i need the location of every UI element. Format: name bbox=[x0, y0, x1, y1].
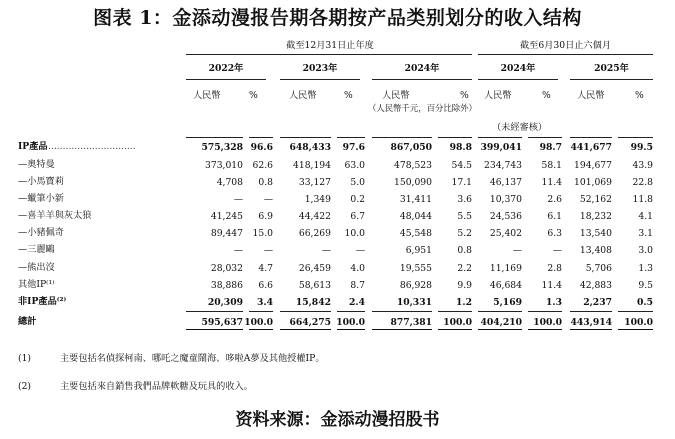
table-cell: 63.0 bbox=[344, 160, 365, 171]
table-cell: 100.0 bbox=[244, 317, 273, 328]
table-cell: 11.8 bbox=[632, 194, 653, 205]
table-cell: 1.3 bbox=[638, 263, 653, 274]
subtotal-rule bbox=[478, 311, 522, 312]
header-rule bbox=[280, 137, 331, 138]
group-underline-annual bbox=[186, 54, 472, 55]
header-rule bbox=[438, 137, 472, 138]
table-cell: 96.6 bbox=[250, 142, 273, 153]
footnote-1-number: (1) bbox=[18, 353, 32, 364]
table-cell: 5.2 bbox=[457, 228, 472, 239]
table-cell: 4,708 bbox=[216, 177, 243, 188]
row-label: IP產品 bbox=[18, 141, 48, 152]
table-cell: 9.5 bbox=[638, 280, 653, 291]
table-cell: 1.3 bbox=[546, 297, 562, 308]
table-cell: 100.0 bbox=[624, 317, 653, 328]
table-cell: 2.8 bbox=[547, 263, 562, 274]
row-label: —小豬佩奇 bbox=[18, 227, 64, 238]
table-cell: 234,743 bbox=[484, 160, 522, 171]
table-cell: 100.0 bbox=[533, 317, 562, 328]
header-rule bbox=[570, 137, 612, 138]
row-label: —熊出沒 bbox=[18, 262, 55, 273]
total-rule bbox=[337, 329, 365, 330]
table-cell: 25,402 bbox=[489, 228, 522, 239]
table-cell: 2.2 bbox=[457, 263, 472, 274]
table-cell: 86,928 bbox=[399, 280, 432, 291]
table-cell: 15,842 bbox=[295, 297, 331, 308]
table-cell: 11,169 bbox=[489, 263, 522, 274]
table-cell: — bbox=[552, 245, 562, 256]
total-rule bbox=[618, 329, 653, 330]
unit-note-thousands: （人民幣千元，百分比除外） bbox=[368, 103, 477, 113]
table-cell: 28,032 bbox=[210, 263, 243, 274]
source-caption: 资料来源：金添动漫招股书 bbox=[235, 410, 440, 430]
table-cell: — bbox=[512, 245, 522, 256]
table-cell: 100.0 bbox=[443, 317, 472, 328]
table-cell: 52,162 bbox=[579, 194, 612, 205]
table-cell: 89,447 bbox=[210, 228, 243, 239]
table-cell: 5,169 bbox=[493, 297, 522, 308]
table-cell: 97.6 bbox=[342, 142, 365, 153]
table-cell: 3.0 bbox=[638, 245, 653, 256]
table-cell: 443,914 bbox=[570, 317, 612, 328]
table-cell: 150,090 bbox=[394, 177, 432, 188]
table-cell: 18,232 bbox=[579, 211, 612, 222]
table-cell: 6.9 bbox=[258, 211, 273, 222]
footnote-1-text: 主要包括名偵探柯南、哪吒之魔童鬧海、哆啦A夢及其他授權IP。 bbox=[60, 353, 325, 364]
table-cell: 877,381 bbox=[390, 317, 432, 328]
table-cell: 6.7 bbox=[350, 211, 365, 222]
unit-pct-2022: % bbox=[249, 90, 258, 101]
table-cell: 3.1 bbox=[638, 228, 653, 239]
table-cell: 404,210 bbox=[480, 317, 522, 328]
table-cell: 6.3 bbox=[547, 228, 562, 239]
table-cell: 99.5 bbox=[630, 142, 653, 153]
unit-rmb-2022: 人民幣 bbox=[193, 90, 221, 101]
table-cell: — bbox=[355, 245, 365, 256]
group-header-interim: 截至6月30日止六個月 bbox=[519, 40, 612, 51]
table-cell: 418,194 bbox=[293, 160, 331, 171]
header-rule bbox=[249, 137, 273, 138]
table-cell: 13,408 bbox=[579, 245, 612, 256]
table-cell: — bbox=[233, 194, 243, 205]
table-cell: 41,245 bbox=[210, 211, 243, 222]
table-cell: 2.6 bbox=[547, 194, 562, 205]
table-cell: 24,536 bbox=[489, 211, 522, 222]
table-cell: 46,137 bbox=[489, 177, 522, 188]
unit-rmb-2025-interim: 人民幣 bbox=[577, 90, 605, 101]
table-cell: 0.2 bbox=[350, 194, 365, 205]
table-cell: — bbox=[263, 194, 273, 205]
table-cell: 9.9 bbox=[457, 280, 472, 291]
table-cell: — bbox=[321, 245, 331, 256]
table-cell: — bbox=[263, 245, 273, 256]
table-cell: 0.8 bbox=[457, 245, 472, 256]
table-cell: 373,010 bbox=[205, 160, 243, 171]
table-cell: 441,677 bbox=[570, 142, 612, 153]
table-cell: 4.1 bbox=[638, 211, 653, 222]
table-cell: 5.5 bbox=[457, 211, 472, 222]
year-header-2025-interim: 2025年 bbox=[594, 63, 629, 74]
table-cell: 1.2 bbox=[456, 297, 472, 308]
table-cell: 43.9 bbox=[632, 160, 653, 171]
table-cell: 399,041 bbox=[480, 142, 522, 153]
subtotal-rule bbox=[618, 311, 653, 312]
year-header-2022: 2022年 bbox=[208, 63, 244, 74]
table-cell: 58,613 bbox=[298, 280, 331, 291]
table-cell: 8.7 bbox=[350, 280, 365, 291]
unit-rmb-2023: 人民幣 bbox=[289, 90, 317, 101]
table-cell: 1,349 bbox=[304, 194, 331, 205]
table-cell: 42,883 bbox=[579, 280, 612, 291]
total-rule bbox=[280, 329, 331, 330]
table-cell: 4.7 bbox=[258, 263, 273, 274]
subtotal-rule bbox=[249, 311, 273, 312]
table-cell: 3.6 bbox=[457, 194, 472, 205]
table-cell: 58.1 bbox=[541, 160, 562, 171]
subtotal-rule bbox=[280, 311, 331, 312]
figure-title: 图表 1：金添动漫报告期各期按产品类别划分的收入结构 bbox=[93, 7, 582, 29]
table-cell: 26,459 bbox=[298, 263, 331, 274]
year-underline-2025-interim bbox=[570, 79, 653, 80]
row-label: 總計 bbox=[18, 316, 37, 327]
total-rule bbox=[570, 329, 612, 330]
table-cell: 3.4 bbox=[257, 297, 273, 308]
row-label: —三麗鷗 bbox=[18, 244, 55, 255]
subtotal-rule bbox=[570, 311, 612, 312]
header-rule bbox=[618, 137, 653, 138]
row-label: —奧特曼 bbox=[18, 159, 55, 170]
table-cell: 100.0 bbox=[336, 317, 365, 328]
table-cell: 20,309 bbox=[207, 297, 243, 308]
total-rule bbox=[528, 329, 562, 330]
table-cell: 595,637 bbox=[201, 317, 243, 328]
year-underline-2024-interim bbox=[478, 79, 558, 80]
year-header-2024: 2024年 bbox=[404, 63, 440, 74]
table-cell: 66,269 bbox=[298, 228, 331, 239]
row-label: —蠟筆小新 bbox=[18, 193, 64, 204]
row-label: 其他IP⁽¹⁾ bbox=[18, 279, 55, 290]
subtotal-rule bbox=[186, 311, 243, 312]
table-cell: 648,433 bbox=[289, 142, 331, 153]
year-underline-2022 bbox=[186, 79, 266, 80]
row-label: —小馬寶莉 bbox=[18, 176, 64, 187]
subtotal-rule bbox=[438, 311, 472, 312]
table-cell: 19,555 bbox=[399, 263, 432, 274]
subtotal-rule bbox=[528, 311, 562, 312]
table-cell: 664,275 bbox=[289, 317, 331, 328]
year-underline-2023 bbox=[280, 79, 360, 80]
table-cell: 5.0 bbox=[350, 177, 365, 188]
year-header-2023: 2023年 bbox=[302, 63, 338, 74]
unaudited-label: （未經審核） bbox=[492, 122, 548, 133]
table-cell: 2.4 bbox=[349, 297, 365, 308]
total-rule bbox=[372, 329, 432, 330]
table-cell: 867,050 bbox=[390, 142, 432, 153]
table-cell: 46,684 bbox=[489, 280, 522, 291]
total-rule bbox=[186, 329, 243, 330]
table-cell: — bbox=[233, 245, 243, 256]
table-cell: 0.8 bbox=[258, 177, 273, 188]
table-cell: 194,677 bbox=[574, 160, 612, 171]
table-cell: 48,044 bbox=[399, 211, 432, 222]
table-cell: 15.0 bbox=[252, 228, 273, 239]
total-rule bbox=[478, 329, 522, 330]
table-cell: 98.8 bbox=[449, 142, 472, 153]
table-cell: 575,328 bbox=[201, 142, 243, 153]
table-cell: 6.1 bbox=[547, 211, 562, 222]
footnote-2-number: (2) bbox=[18, 381, 32, 392]
table-cell: 31,411 bbox=[399, 194, 432, 205]
table-cell: 44,422 bbox=[298, 211, 331, 222]
subtotal-rule bbox=[337, 311, 365, 312]
group-header-annual: 截至12月31日止年度 bbox=[286, 40, 374, 51]
table-cell: 4.0 bbox=[350, 263, 365, 274]
table-cell: 6,951 bbox=[405, 245, 432, 256]
table-cell: 10,331 bbox=[396, 297, 432, 308]
total-rule bbox=[438, 329, 472, 330]
table-cell: 33,127 bbox=[298, 177, 331, 188]
table-cell: 478,523 bbox=[394, 160, 432, 171]
header-rule bbox=[528, 137, 562, 138]
table-cell: 13,540 bbox=[579, 228, 612, 239]
table-cell: 38,886 bbox=[210, 280, 243, 291]
year-header-2024-interim: 2024年 bbox=[500, 63, 536, 74]
unit-pct-2023: % bbox=[344, 90, 353, 101]
table-cell: 10,370 bbox=[489, 194, 522, 205]
table-cell: 17.1 bbox=[451, 177, 472, 188]
subtotal-rule bbox=[372, 311, 432, 312]
unit-rmb-2024: 人民幣 bbox=[382, 90, 410, 101]
row-label: —喜羊羊與灰太狼 bbox=[18, 210, 92, 221]
group-underline-interim bbox=[478, 54, 653, 55]
year-underline-2024 bbox=[372, 79, 472, 80]
table-cell: 11.4 bbox=[541, 280, 562, 291]
unit-pct-2025-interim: % bbox=[635, 90, 644, 101]
table-cell: 101,069 bbox=[574, 177, 612, 188]
header-rule bbox=[186, 137, 243, 138]
table-cell: 6.6 bbox=[258, 280, 273, 291]
header-rule bbox=[478, 137, 522, 138]
header-rule bbox=[337, 137, 365, 138]
table-cell: 98.7 bbox=[539, 142, 562, 153]
table-cell: 45,548 bbox=[399, 228, 432, 239]
table-cell: 2,237 bbox=[583, 297, 612, 308]
table-cell: 5,706 bbox=[585, 263, 612, 274]
row-label: 非IP產品⁽²⁾ bbox=[18, 296, 67, 307]
table-cell: 22.8 bbox=[632, 177, 653, 188]
table-cell: 11.4 bbox=[541, 177, 562, 188]
unit-pct-2024: % bbox=[460, 90, 469, 101]
leader-dots: .............................. bbox=[48, 141, 136, 152]
total-rule bbox=[249, 329, 273, 330]
table-cell: 54.5 bbox=[451, 160, 472, 171]
header-rule bbox=[372, 137, 432, 138]
table-cell: 0.5 bbox=[637, 297, 653, 308]
table-cell: 62.6 bbox=[252, 160, 273, 171]
footnote-2-text: 主要包括來自銷售我們品牌軟糖及玩具的收入。 bbox=[60, 381, 253, 392]
unit-pct-2024-interim: % bbox=[542, 90, 551, 101]
table-cell: 10.0 bbox=[344, 228, 365, 239]
unit-rmb-2024-interim: 人民幣 bbox=[484, 90, 512, 101]
